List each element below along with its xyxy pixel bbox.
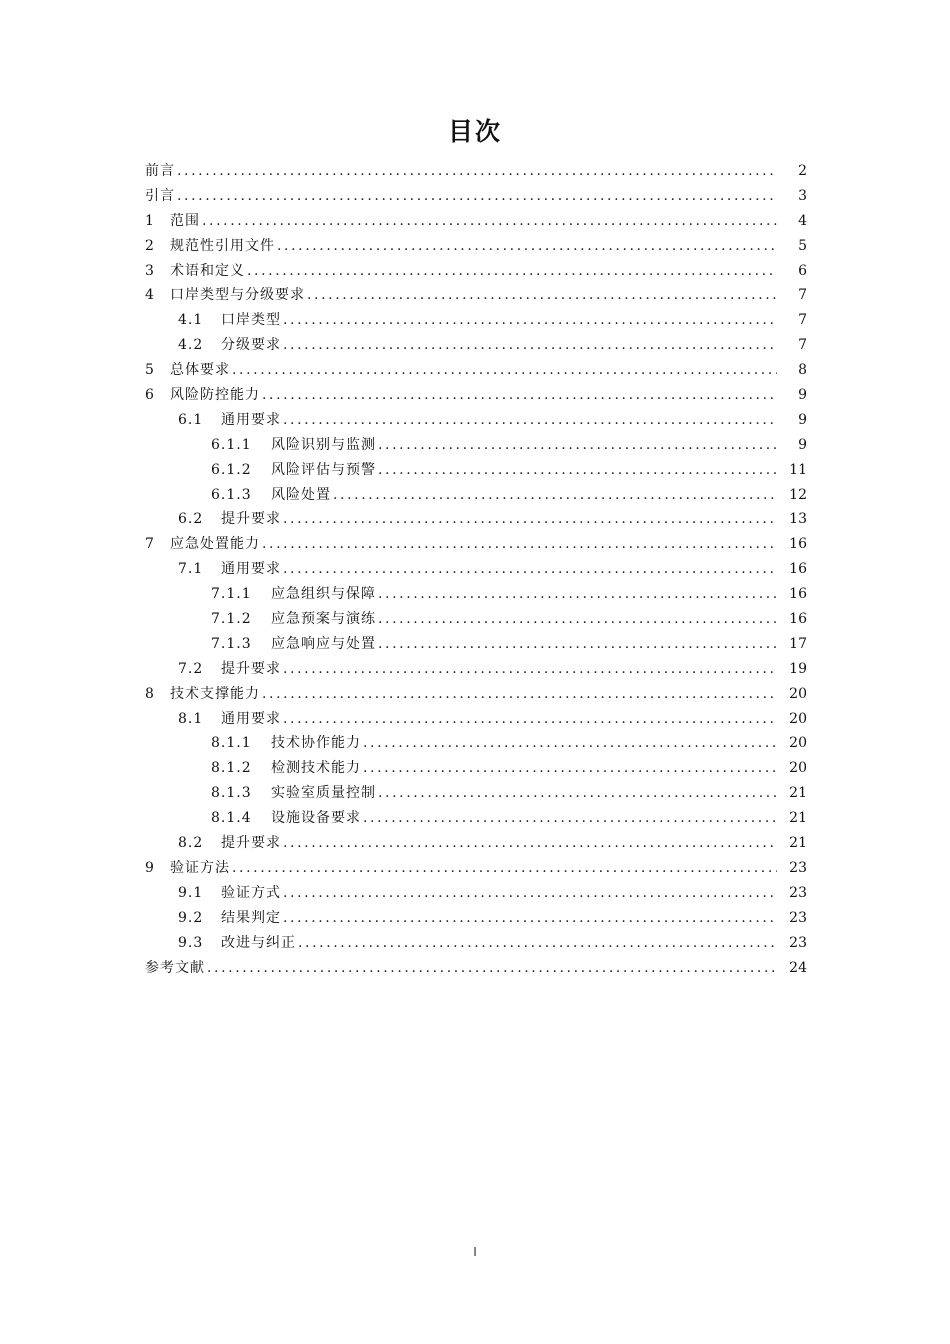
toc-entry[interactable]: [145, 682, 807, 707]
toc-entry[interactable]: [145, 881, 807, 906]
toc-entry[interactable]: [145, 532, 807, 557]
toc-entry-label: 设施设备要求: [271, 810, 361, 827]
toc-entry-page: 12: [789, 486, 807, 503]
toc-entry[interactable]: [145, 159, 807, 184]
toc-entry-page: 9: [798, 387, 807, 404]
toc-dot-leader: [378, 607, 777, 632]
toc-entry[interactable]: [145, 931, 807, 956]
toc-dot-leader: [283, 308, 777, 333]
toc-entry[interactable]: [145, 184, 807, 209]
toc-entry-page: 20: [789, 710, 807, 727]
toc-entry[interactable]: [145, 209, 807, 234]
toc-entry-number: 9.1: [178, 884, 204, 901]
toc-dot-leader: [283, 657, 777, 682]
toc-dot-leader: [283, 557, 777, 582]
toc-dot-leader: [283, 831, 777, 856]
toc-entry-page: 9: [798, 411, 807, 428]
toc-entry-page: 20: [789, 735, 807, 752]
toc-entry[interactable]: [145, 483, 807, 508]
toc-dot-leader: [378, 433, 777, 458]
toc-entry-number: 6.2: [178, 511, 204, 528]
toc-dot-leader: [298, 931, 777, 956]
toc-entry-page: 13: [789, 511, 807, 528]
toc-entry-label: 总体要求: [170, 362, 230, 379]
toc-entry-label: 风险识别与监测: [271, 436, 376, 453]
toc-dot-leader: [232, 358, 777, 383]
toc-entry[interactable]: [145, 458, 807, 483]
toc-entry-label: 提升要求: [221, 511, 281, 528]
page-title: 目次: [447, 117, 502, 146]
toc-entry-page: 20: [789, 685, 807, 702]
toc-dot-leader: [378, 632, 777, 657]
toc-dot-leader: [283, 408, 777, 433]
toc-entry-number: 8.1.1: [211, 735, 252, 752]
toc-entry-number: 8.1.3: [211, 785, 252, 802]
toc-entry-label: 应急响应与处置: [271, 635, 376, 652]
toc-entry-number: 6.1.3: [211, 486, 252, 503]
toc-entry-label: 应急处置能力: [170, 536, 260, 553]
toc-entry-page: 23: [789, 859, 807, 876]
toc-entry-page: 19: [789, 660, 807, 677]
toc-entry[interactable]: [145, 283, 807, 308]
toc-entry-label: 参考文献: [145, 959, 205, 976]
toc-entry-number: 7.2: [178, 660, 204, 677]
toc-entry-number: 9.3: [178, 934, 204, 951]
toc-entry-page: 16: [789, 561, 807, 578]
toc-entry-number: 8.1: [178, 710, 204, 727]
toc-dot-leader: [177, 159, 777, 184]
toc-entry-number: 8.2: [178, 835, 204, 852]
toc-entry[interactable]: [145, 259, 807, 284]
toc-entry-number: 8.1.4: [211, 810, 252, 827]
toc-entry[interactable]: [145, 956, 807, 981]
toc-entry-page: 7: [798, 337, 807, 354]
toc-dot-leader: [283, 333, 777, 358]
toc-entry-number: 7.1: [178, 561, 204, 578]
toc-dot-leader: [262, 682, 777, 707]
toc-entry-number: 6.1.1: [211, 436, 252, 453]
toc-entry-number: 6: [145, 387, 155, 404]
toc-entry-page: 7: [798, 312, 807, 329]
toc-entry-label: 验证方式: [221, 884, 281, 901]
toc-dot-leader: [333, 483, 777, 508]
toc-entry-label: 口岸类型与分级要求: [170, 287, 305, 304]
toc-entry-page: 23: [789, 884, 807, 901]
footer-page-number: I: [473, 1245, 477, 1259]
toc-entry-page: 21: [789, 835, 807, 852]
toc-dot-leader: [283, 881, 777, 906]
toc-entry-label: 规范性引用文件: [170, 237, 275, 254]
toc-entry-number: 9.2: [178, 909, 204, 926]
toc-entry[interactable]: [145, 707, 807, 732]
toc-entry-number: 4.1: [178, 312, 204, 329]
toc-dot-leader: [283, 507, 777, 532]
toc-entry[interactable]: [145, 731, 807, 756]
toc-entry[interactable]: [145, 383, 807, 408]
toc-entry-page: 20: [789, 760, 807, 777]
toc-dot-leader: [207, 956, 777, 981]
toc-entry-label: 风险评估与预警: [271, 461, 376, 478]
toc-entry-label: 口岸类型: [221, 312, 281, 329]
toc-entry[interactable]: [145, 557, 807, 582]
toc-entry[interactable]: [145, 408, 807, 433]
toc-dot-leader: [378, 781, 777, 806]
toc-entry[interactable]: [145, 632, 807, 657]
toc-entry-number: 8.1.2: [211, 760, 252, 777]
toc-entry[interactable]: [145, 856, 807, 881]
toc-entry-page: 9: [798, 436, 807, 453]
toc-entry-page: 23: [789, 934, 807, 951]
toc-entry-label: 引言: [145, 187, 175, 204]
toc-entry-number: 7.1.3: [211, 635, 252, 652]
toc-entry[interactable]: [145, 657, 807, 682]
toc-entry-number: 8: [145, 685, 155, 702]
toc-dot-leader: [283, 906, 777, 931]
toc-dot-leader: [232, 856, 777, 881]
toc-entry-number: 3: [145, 262, 155, 279]
toc-entry-label: 技术支撑能力: [170, 685, 260, 702]
toc-entry-number: 9: [145, 859, 155, 876]
toc-dot-leader: [277, 234, 777, 259]
toc-entry-page: 3: [798, 187, 807, 204]
toc-entry-page: 11: [789, 461, 807, 478]
toc-entry-label: 检测技术能力: [271, 760, 361, 777]
toc-entry-page: 16: [789, 536, 807, 553]
toc-entry-page: 6: [798, 262, 807, 279]
toc-entry-label: 风险处置: [271, 486, 331, 503]
toc-entry[interactable]: [145, 781, 807, 806]
toc-entry-page: 7: [798, 287, 807, 304]
toc-entry[interactable]: [145, 806, 807, 831]
toc-entry[interactable]: [145, 308, 807, 333]
toc-dot-leader: [378, 582, 777, 607]
toc-entry-label: 提升要求: [221, 835, 281, 852]
toc-entry-label: 范围: [170, 212, 200, 229]
toc-dot-leader: [378, 458, 777, 483]
toc-entry-number: 7: [145, 536, 155, 553]
toc-entry-label: 验证方法: [170, 859, 230, 876]
toc-dot-leader: [177, 184, 777, 209]
toc-entry-page: 5: [798, 237, 807, 254]
toc-dot-leader: [247, 259, 777, 284]
toc-entry-page: 23: [789, 909, 807, 926]
toc-entry-label: 应急组织与保障: [271, 586, 376, 603]
toc-entry-number: 1: [145, 212, 155, 229]
toc-entry-number: 6.1: [178, 411, 204, 428]
toc-entry-label: 通用要求: [221, 710, 281, 727]
toc-entry-number: 2: [145, 237, 155, 254]
toc-entry-label: 技术协作能力: [271, 735, 361, 752]
toc-entry-label: 改进与纠正: [221, 934, 296, 951]
toc-entry-page: 8: [798, 362, 807, 379]
toc-entry-label: 风险防控能力: [170, 387, 260, 404]
toc-entry[interactable]: [145, 234, 807, 259]
toc-entry[interactable]: [145, 433, 807, 458]
toc-entry-label: 前言: [145, 163, 175, 179]
toc-entry-page: 24: [789, 959, 807, 976]
toc-entry-number: 5: [145, 362, 155, 379]
toc-entry-number: 4: [145, 287, 155, 304]
toc-entry[interactable]: [145, 906, 807, 931]
toc-entry-label: 提升要求: [221, 660, 281, 677]
toc-entry-page: 21: [789, 810, 807, 827]
toc-dot-leader: [262, 383, 777, 408]
toc-entry[interactable]: [145, 831, 807, 856]
toc-entry-page: 16: [789, 611, 807, 628]
toc-entry[interactable]: [145, 582, 807, 607]
toc-entry[interactable]: [145, 756, 807, 781]
toc-dot-leader: [262, 532, 777, 557]
toc-entry[interactable]: [145, 333, 807, 358]
toc-entry-number: 7.1.2: [211, 611, 252, 628]
toc-entry[interactable]: [145, 358, 807, 383]
toc-dot-leader: [363, 731, 777, 756]
toc-entry-label: 实验室质量控制: [271, 785, 376, 802]
toc-entry-label: 通用要求: [221, 411, 281, 428]
toc-entry-label: 分级要求: [221, 337, 281, 354]
toc-dot-leader: [202, 209, 777, 234]
table-of-contents: [145, 159, 807, 980]
toc-entry-label: 通用要求: [221, 561, 281, 578]
toc-entry-label: 应急预案与演练: [271, 611, 376, 628]
toc-entry-page: 2: [798, 163, 807, 179]
toc-dot-leader: [363, 806, 777, 831]
toc-dot-leader: [307, 283, 777, 308]
toc-entry-number: 6.1.2: [211, 461, 252, 478]
toc-entry-number: 4.2: [178, 337, 204, 354]
toc-entry-label: 结果判定: [221, 909, 281, 926]
toc-entry[interactable]: [145, 507, 807, 532]
toc-entry[interactable]: [145, 607, 807, 632]
toc-entry-number: 7.1.1: [211, 586, 252, 603]
toc-entry-label: 术语和定义: [170, 262, 245, 279]
toc-entry-page: 21: [789, 785, 807, 802]
toc-dot-leader: [283, 707, 777, 732]
toc-entry-page: 17: [789, 635, 807, 652]
toc-entry-page: 16: [789, 586, 807, 603]
toc-dot-leader: [363, 756, 777, 781]
toc-entry-page: 4: [798, 212, 807, 229]
